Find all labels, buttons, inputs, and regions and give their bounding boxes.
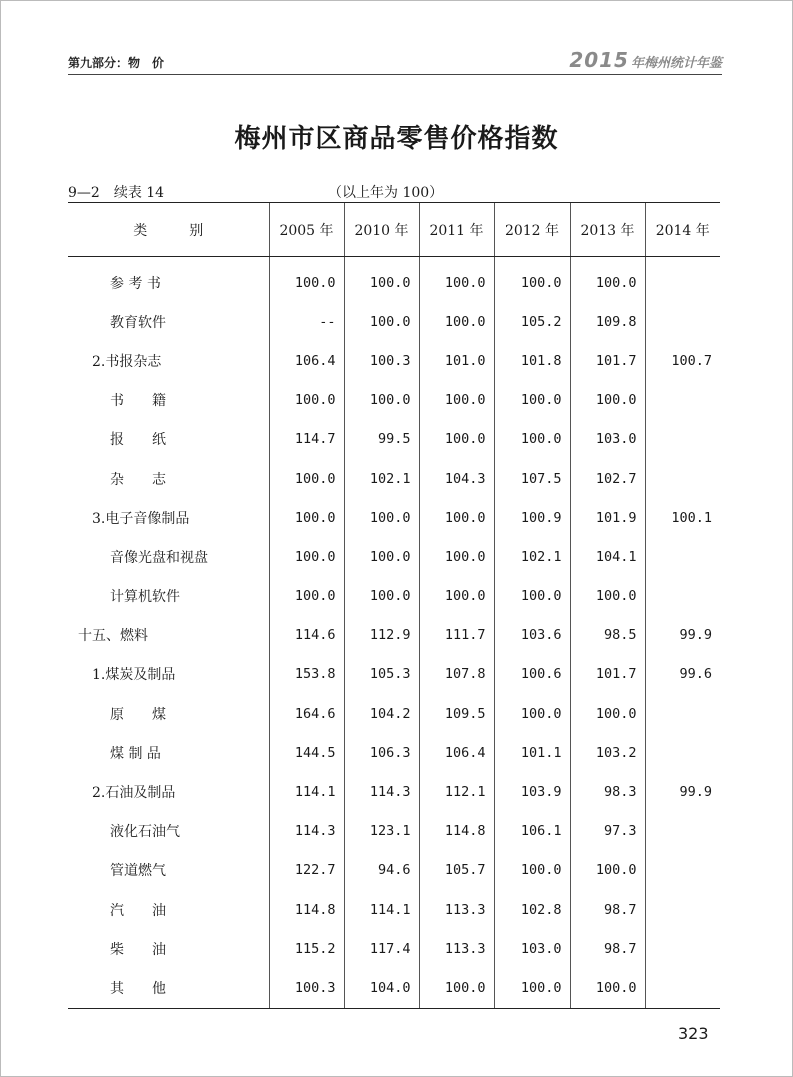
cell-2013: 98.3: [570, 772, 645, 811]
cell-2005: 144.5: [269, 733, 344, 772]
cell-2011: 104.3: [419, 459, 494, 498]
cell-2013: 101.7: [570, 341, 645, 380]
cell-2013: 101.7: [570, 655, 645, 694]
cell-2012: 106.1: [494, 812, 570, 851]
cell-2013: 104.1: [570, 537, 645, 576]
cell-2010: 100.3: [344, 341, 419, 380]
header-rule: [68, 74, 722, 75]
cell-2014: 100.7: [645, 341, 720, 380]
cell-2013: 100.0: [570, 851, 645, 890]
cell-2010: 104.0: [344, 968, 419, 1008]
cell-2011: 100.0: [419, 537, 494, 576]
cell-2005: 114.6: [269, 616, 344, 655]
table-row: [68, 968, 720, 1008]
cell-2005: 114.7: [269, 420, 344, 459]
cell-2014: [645, 302, 720, 341]
cell-2014: [645, 694, 720, 733]
cell-2013: 103.0: [570, 420, 645, 459]
cell-2010: 117.4: [344, 929, 419, 968]
yearbook-name: 年梅州统计年鉴: [630, 56, 722, 71]
cell-2011: 113.3: [419, 929, 494, 968]
cell-2013: 100.0: [570, 968, 645, 1008]
cell-2012: 100.0: [494, 694, 570, 733]
table-row: [68, 459, 720, 498]
table-row: [68, 498, 720, 537]
cell-2012: 100.0: [494, 851, 570, 890]
cell-2005: 114.1: [269, 772, 344, 811]
cell-2012: 101.1: [494, 733, 570, 772]
cell-2010: 106.3: [344, 733, 419, 772]
row-category: 书 籍: [110, 393, 166, 410]
cell-2011: 100.0: [419, 302, 494, 341]
cell-2014: [645, 929, 720, 968]
row-category: 2.石油及制品: [92, 785, 176, 802]
cell-2012: 100.0: [494, 257, 570, 303]
cell-2010: 104.2: [344, 694, 419, 733]
cell-2013: 101.9: [570, 498, 645, 537]
table-code: 9—2 续表 14: [68, 185, 165, 201]
cell-2014: [645, 733, 720, 772]
cell-2005: 100.0: [269, 498, 344, 537]
cell-2012: 103.9: [494, 772, 570, 811]
cell-2005: 100.0: [269, 577, 344, 616]
cell-2012: 100.0: [494, 577, 570, 616]
row-category: 计算机软件: [110, 589, 180, 606]
page-title: 梅州市区商品零售价格指数: [234, 124, 559, 154]
cell-2013: 100.0: [570, 257, 645, 303]
row-category: 2.书报杂志: [92, 353, 162, 370]
row-category: 音像光盘和视盘: [110, 549, 208, 566]
cell-2005: 100.0: [269, 381, 344, 420]
cell-2014: 100.1: [645, 498, 720, 537]
table-row: [68, 694, 720, 733]
cell-2011: 105.7: [419, 851, 494, 890]
cell-2014: [645, 968, 720, 1008]
cell-2011: 106.4: [419, 733, 494, 772]
cell-2005: 100.3: [269, 968, 344, 1008]
cell-2005: 153.8: [269, 655, 344, 694]
cell-2014: [645, 257, 720, 303]
cell-2005: --: [269, 302, 344, 341]
cell-2011: 112.1: [419, 772, 494, 811]
row-category: 3.电子音像制品: [92, 510, 190, 527]
table-row: [68, 420, 720, 459]
cell-2013: 98.7: [570, 929, 645, 968]
row-category: 液化石油气: [110, 824, 180, 841]
header-2014: 2014 年: [645, 203, 720, 257]
cell-2012: 107.5: [494, 459, 570, 498]
table-row: [68, 812, 720, 851]
cell-2012: 103.6: [494, 616, 570, 655]
header-2005: 2005 年: [269, 203, 344, 257]
table-row: [68, 257, 720, 303]
row-category: 煤 制 品: [110, 745, 161, 762]
cell-2013: 100.0: [570, 381, 645, 420]
table-row: [68, 341, 720, 380]
cell-2005: 122.7: [269, 851, 344, 890]
cell-2013: 98.7: [570, 890, 645, 929]
cell-2012: 102.1: [494, 537, 570, 576]
cell-2012: 102.8: [494, 890, 570, 929]
table-row: [68, 381, 720, 420]
cell-2014: [645, 420, 720, 459]
cell-2011: 100.0: [419, 381, 494, 420]
header-2011: 2011 年: [419, 203, 494, 257]
cell-2005: 100.0: [269, 459, 344, 498]
cell-2011: 100.0: [419, 577, 494, 616]
row-category: 管道燃气: [110, 863, 166, 880]
cell-2005: 164.6: [269, 694, 344, 733]
cell-2014: [645, 537, 720, 576]
cell-2013: 109.8: [570, 302, 645, 341]
cell-2014: [645, 381, 720, 420]
section-label: 第九部分：物 价: [68, 56, 165, 70]
cell-2013: 100.0: [570, 694, 645, 733]
cell-2013: 100.0: [570, 577, 645, 616]
row-category: 原 煤: [110, 706, 166, 723]
cell-2014: 99.9: [645, 772, 720, 811]
cell-2005: 114.3: [269, 812, 344, 851]
page-header: [68, 48, 722, 74]
cell-2012: 103.0: [494, 929, 570, 968]
cell-2010: 99.5: [344, 420, 419, 459]
cell-2011: 107.8: [419, 655, 494, 694]
cell-2010: 105.3: [344, 655, 419, 694]
table-row: [68, 655, 720, 694]
cell-2014: 99.9: [645, 616, 720, 655]
cell-2005: 114.8: [269, 890, 344, 929]
table-row: [68, 890, 720, 929]
cell-2010: 112.9: [344, 616, 419, 655]
cell-2012: 105.2: [494, 302, 570, 341]
cell-2014: [645, 812, 720, 851]
table-row: [68, 302, 720, 341]
cell-2011: 101.0: [419, 341, 494, 380]
cell-2013: 97.3: [570, 812, 645, 851]
cell-2013: 102.7: [570, 459, 645, 498]
cell-2005: 100.0: [269, 537, 344, 576]
header-category: 类 别: [68, 203, 269, 257]
row-category: 参 考 书: [110, 275, 161, 292]
cell-2010: 100.0: [344, 381, 419, 420]
table-header-row: [68, 203, 720, 257]
cell-2012: 100.9: [494, 498, 570, 537]
cell-2013: 98.5: [570, 616, 645, 655]
header-2013: 2013 年: [570, 203, 645, 257]
yearbook-year: 2015: [569, 48, 629, 72]
cell-2010: 114.1: [344, 890, 419, 929]
cell-2010: 114.3: [344, 772, 419, 811]
cell-2012: 100.0: [494, 420, 570, 459]
cell-2010: 100.0: [344, 257, 419, 303]
table-row: [68, 772, 720, 811]
row-category: 报 纸: [110, 432, 166, 449]
table-row: [68, 616, 720, 655]
cell-2014: 99.6: [645, 655, 720, 694]
cell-2014: [645, 851, 720, 890]
table-row: [68, 577, 720, 616]
table-row: [68, 851, 720, 890]
yearbook-title: [569, 48, 722, 72]
cell-2012: 100.0: [494, 968, 570, 1008]
table-row: [68, 537, 720, 576]
row-category: 教育软件: [110, 314, 166, 331]
cell-2011: 111.7: [419, 616, 494, 655]
cell-2012: 100.6: [494, 655, 570, 694]
cell-2010: 100.0: [344, 302, 419, 341]
page-number: 323: [678, 1024, 709, 1043]
row-category: 汽 油: [110, 902, 166, 919]
row-category: 1.煤炭及制品: [92, 667, 176, 684]
cell-2005: 100.0: [269, 257, 344, 303]
header-2010: 2010 年: [344, 203, 419, 257]
table-row: [68, 733, 720, 772]
cell-2012: 100.0: [494, 381, 570, 420]
cell-2010: 102.1: [344, 459, 419, 498]
row-category: 杂 志: [110, 471, 166, 488]
cell-2012: 101.8: [494, 341, 570, 380]
cell-2011: 114.8: [419, 812, 494, 851]
cell-2014: [645, 577, 720, 616]
cell-2010: 123.1: [344, 812, 419, 851]
cell-2011: 113.3: [419, 890, 494, 929]
cell-2014: [645, 459, 720, 498]
cell-2011: 109.5: [419, 694, 494, 733]
cell-2013: 103.2: [570, 733, 645, 772]
cell-2005: 115.2: [269, 929, 344, 968]
row-category: 柴 油: [110, 941, 166, 958]
row-category: 十五、燃料: [78, 628, 148, 645]
row-category: 其 他: [68, 968, 269, 1008]
cell-2010: 100.0: [344, 537, 419, 576]
header-2012: 2012 年: [494, 203, 570, 257]
table-row: [68, 929, 720, 968]
table-note: （以上年为 100）: [328, 185, 444, 201]
cell-2014: [645, 890, 720, 929]
price-index-table: [68, 202, 720, 1009]
cell-2010: 94.6: [344, 851, 419, 890]
cell-2011: 100.0: [419, 420, 494, 459]
cell-2011: 100.0: [419, 257, 494, 303]
cell-2005: 106.4: [269, 341, 344, 380]
cell-2010: 100.0: [344, 498, 419, 537]
cell-2010: 100.0: [344, 577, 419, 616]
cell-2011: 100.0: [419, 498, 494, 537]
cell-2011: 100.0: [419, 968, 494, 1008]
